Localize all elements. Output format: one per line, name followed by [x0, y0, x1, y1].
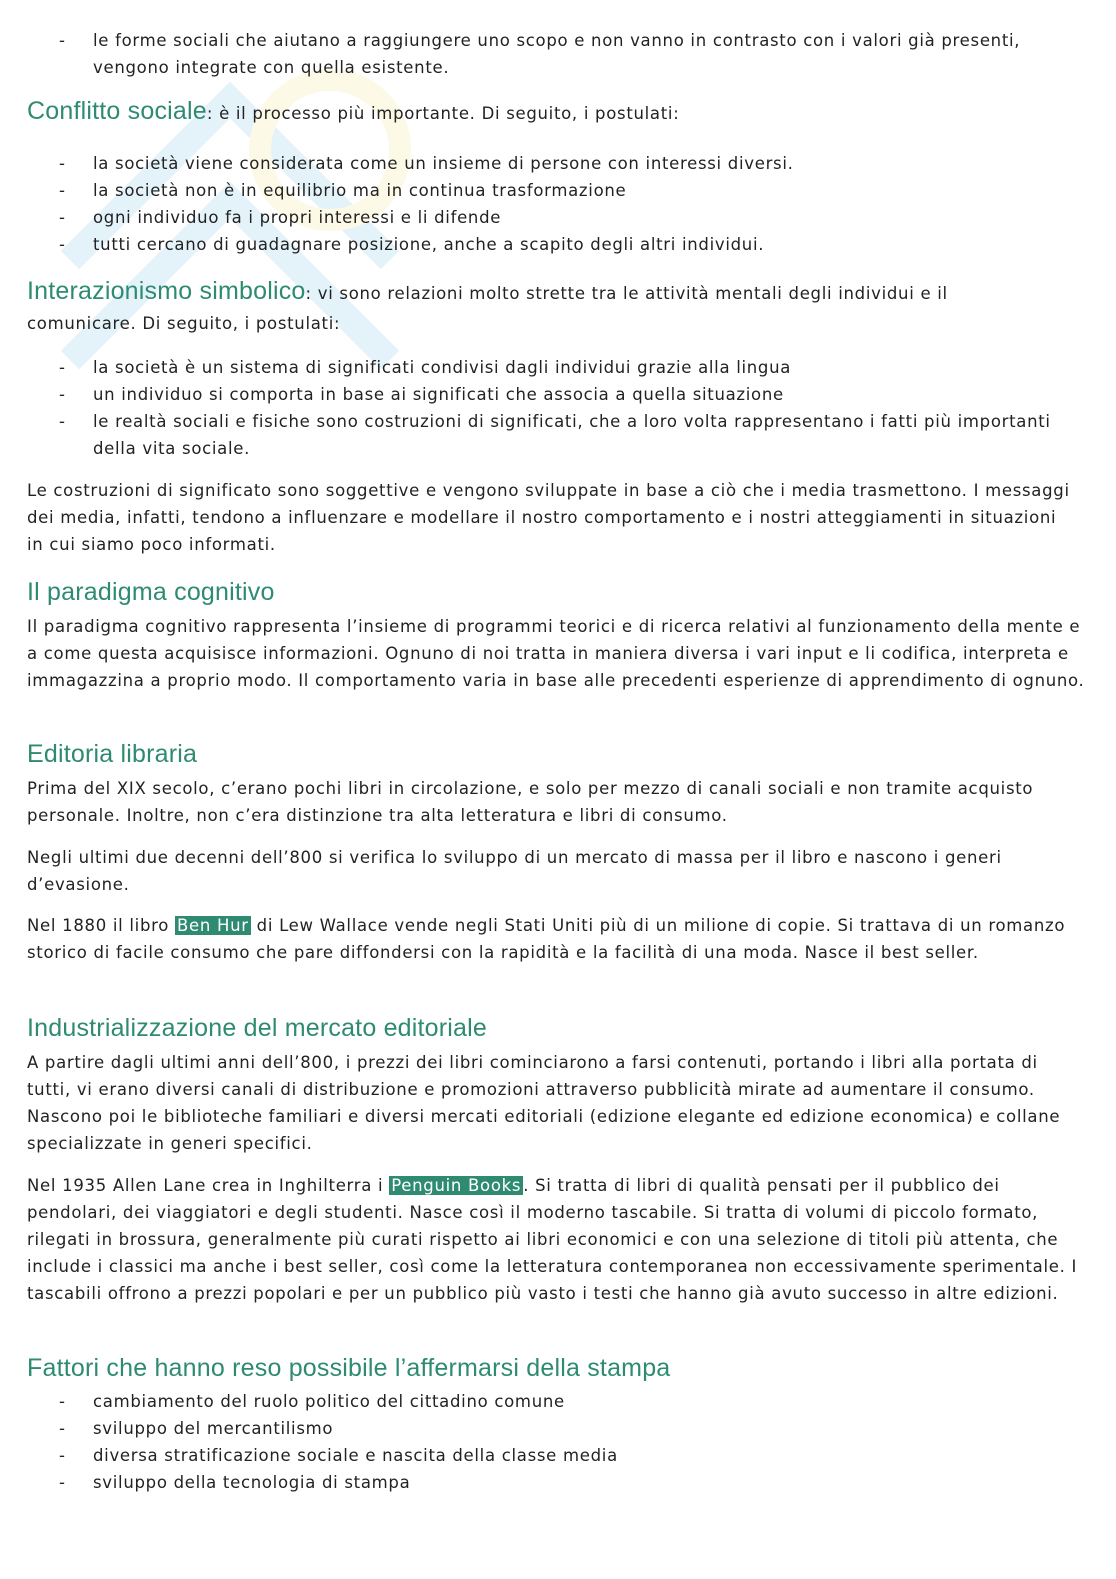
- industrializzazione-heading: Industrializzazione del mercato editoriale: [27, 1014, 488, 1042]
- interazionismo-lead: : vi sono relazioni molto strette tra le attività mentali degli individui e il comunicare. Di seguito, i postulati:: [27, 284, 948, 333]
- text-span: Nel 1935 Allen Lane crea in Inghilterra i: [27, 1176, 390, 1195]
- list-item: - la società viene considerata come un insieme di persone con interessi diversi.: [27, 150, 1067, 177]
- list-item: - le realtà sociali e fisiche sono costruzioni di significati, che a loro volta rappresentano i fatti più importanti della vita sociale.: [27, 408, 1067, 462]
- fattori-heading: Fattori che hanno reso possibile l’affermarsi della stampa: [27, 1354, 671, 1382]
- interazionismo-paragraph: Le costruzioni di significato sono soggettive e vengono sviluppate in base a ciò che i media trasmettono. I messaggi dei media, infatti, tendono a influenzare e modellare il nostro comportamento e i nostri atteggiamenti in situazioni in cui siamo poco informati.: [27, 481, 1070, 554]
- list-item: - la società non è in equilibrio ma in continua trasformazione: [27, 177, 1067, 204]
- text-span: . Si tratta di libri di qualità pensati per il pubblico dei pendolari, dei viaggiatori e degli studenti. Nasce così il moderno tascabile. Si tratta di volumi di piccolo formato, rilegati in brossura, generalmente più curati rispetto ai libri economici e con una selezione di titoli più attenta, che include i classici ma anche i best seller, così come la letteratura contemporanea non eccessivamente sperimentale. I tascabili offrono a prezzi popolari e per un pubblico più vasto i testi che hanno già avuto successo in altre edizioni.: [27, 1176, 1078, 1303]
- paradigma-heading: Il paradigma cognitivo: [27, 578, 275, 606]
- list-item: - sviluppo della tecnologia di stampa: [27, 1469, 1067, 1496]
- list-item: - le forme sociali che aiutano a raggiungere uno scopo e non vanno in contrasto con i valori già presenti, vengono integrate con quella esistente.: [27, 27, 1047, 81]
- interazionismo-list: [27, 354, 1067, 462]
- editoria-paragraph-3: [27, 912, 1087, 966]
- conflitto-lead: : è il processo più importante. Di seguito, i postulati:: [206, 104, 680, 123]
- text-span: di Lew Wallace vende negli Stati Uniti più di un milione di copie. Si trattava di un romanzo storico di facile consumo che pare diffondersi con la rapidità e la facilità di una moda. Nasce il best seller.: [27, 916, 1066, 962]
- editoria-paragraph-2: Negli ultimi due decenni dell’800 si verifica lo sviluppo di un mercato di massa per il libro e nascono i generi d’evasione.: [27, 848, 1002, 894]
- list-item: - sviluppo del mercantilismo: [27, 1415, 1067, 1442]
- interazionismo-lead-paragraph: [27, 276, 1047, 339]
- fattori-list: [27, 1388, 1067, 1496]
- list-item: - la società è un sistema di significati condivisi dagli individui grazie alla lingua: [27, 354, 1067, 381]
- list-item: - cambiamento del ruolo politico del cittadino comune: [27, 1388, 1067, 1415]
- conflitto-heading: Conflitto sociale: [27, 97, 207, 125]
- list-item: - un individuo si comporta in base ai significati che associa a quella situazione: [27, 381, 1067, 408]
- ben-hur-highlight: Ben Hur: [176, 916, 249, 935]
- list-item: - ogni individuo fa i propri interessi e li difende: [27, 204, 1067, 231]
- industrializzazione-paragraph-2: [27, 1172, 1087, 1307]
- industrializzazione-paragraph-1: A partire dagli ultimi anni dell’800, i prezzi dei libri cominciarono a farsi contenuti, portando i libri alla portata di tutti, vi erano diversi canali di distribuzione e promozioni attraverso pubblicità mirate ad aumentare il consumo. Nascono poi le biblioteche familiari e diversi mercati editoriali (edizione elegante ed edizione economica) e collane specializzate in generi specifici.: [27, 1053, 1061, 1153]
- editoria-heading: Editoria libraria: [27, 740, 198, 768]
- conflitto-lead-paragraph: [27, 98, 1087, 127]
- intro-list: [27, 27, 1047, 81]
- text-span: Nel 1880 il libro: [27, 916, 175, 935]
- paradigma-paragraph: Il paradigma cognitivo rappresenta l’insieme di programmi teorici e di ricerca relativi al funzionamento della mente e a come questa acquisisce informazioni. Ognuno di noi tratta in maniera diversa i vari input e li codifica, interpreta e immagazzina a proprio modo. Il comportamento varia in base alle precedenti esperienze di apprendimento di ognuno.: [27, 617, 1085, 690]
- penguin-books-highlight: Penguin Books: [391, 1176, 522, 1195]
- conflitto-list: [27, 150, 1067, 258]
- list-item: - diversa stratificazione sociale e nascita della classe media: [27, 1442, 1067, 1469]
- list-item: - tutti cercano di guadagnare posizione, anche a scapito degli altri individui.: [27, 231, 1067, 258]
- interazionismo-heading: Interazionismo simbolico: [27, 277, 306, 305]
- editoria-paragraph-1: Prima del XIX secolo, c’erano pochi libri in circolazione, e solo per mezzo di canali sociali e non tramite acquisto personale. Inoltre, non c’era distinzione tra alta letteratura e libri di consumo.: [27, 779, 1034, 825]
